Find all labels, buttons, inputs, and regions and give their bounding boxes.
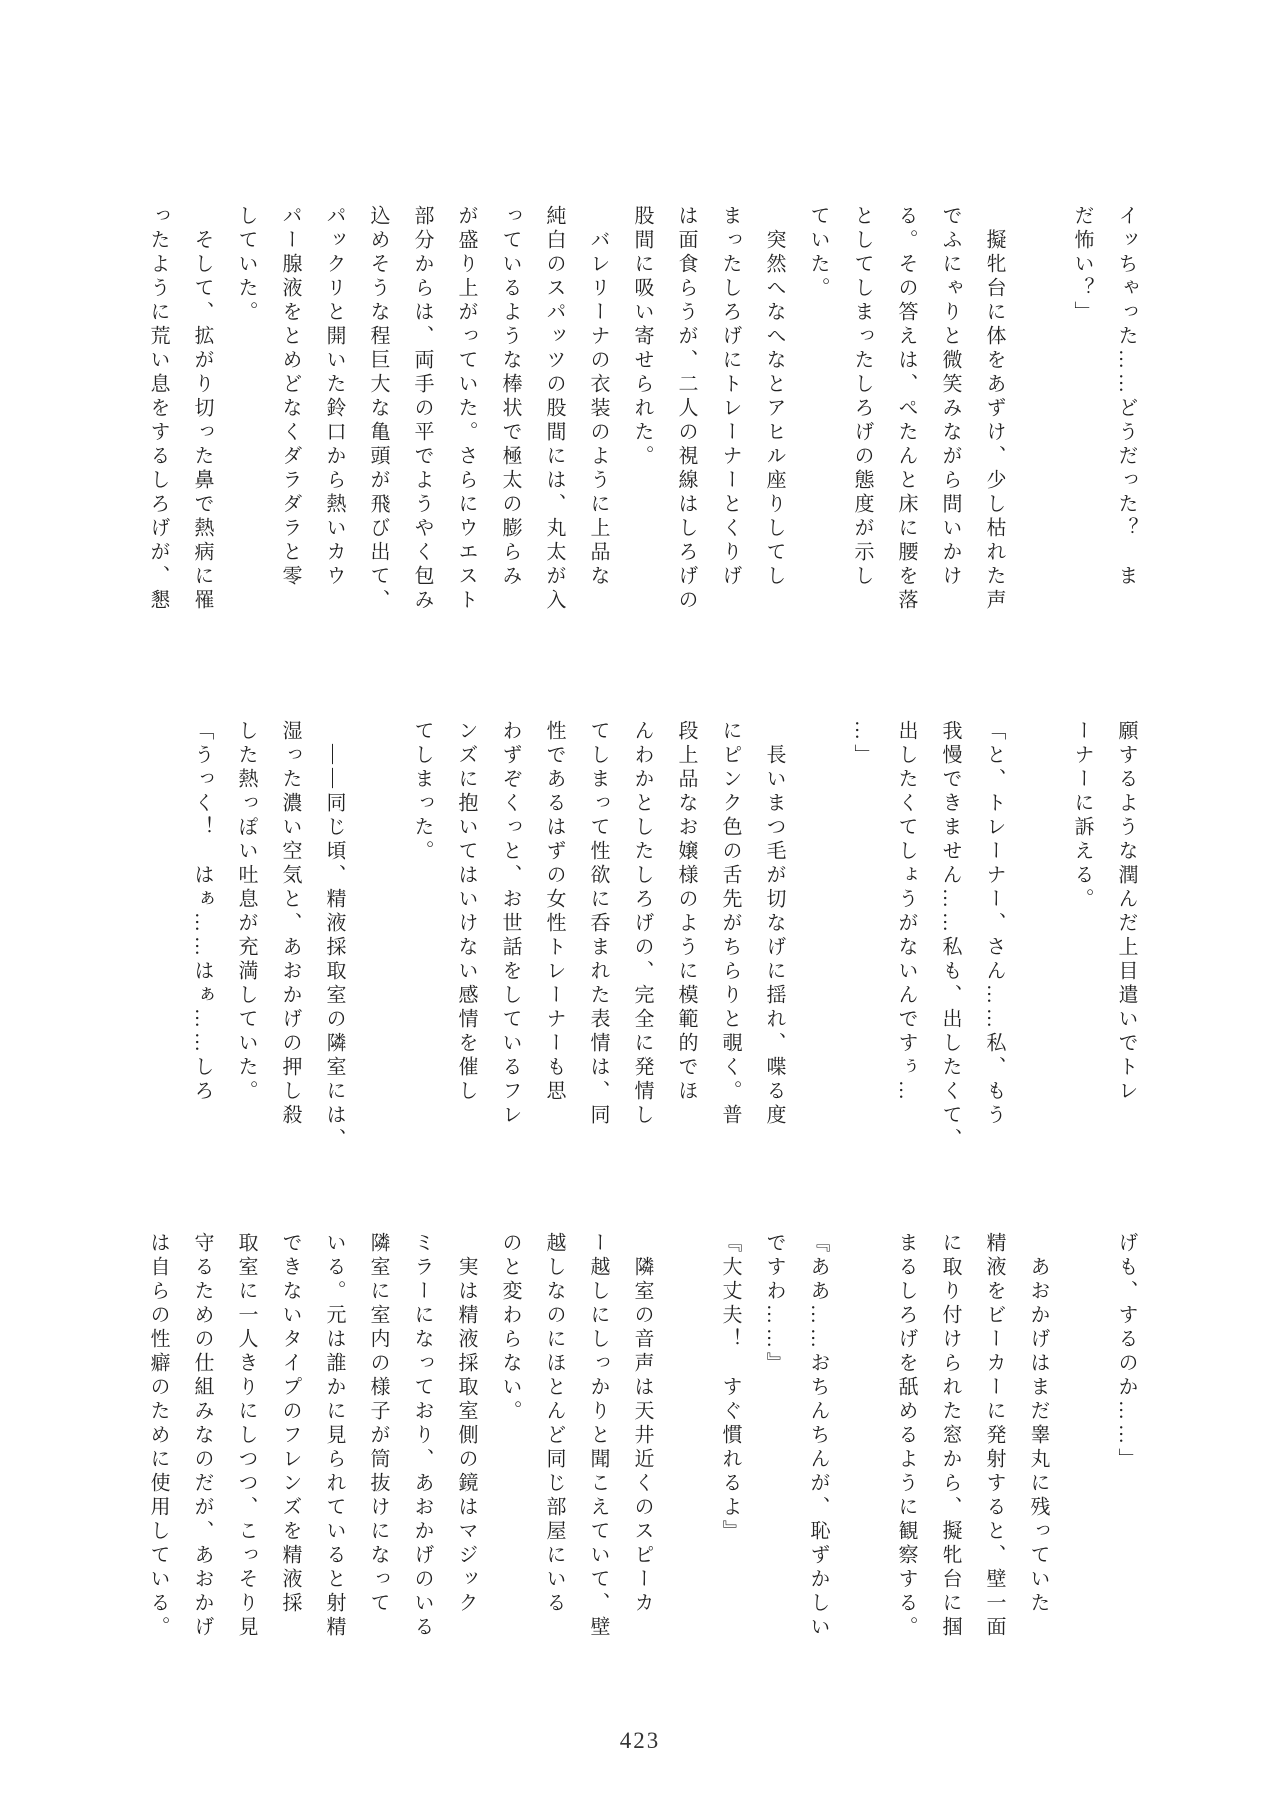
text-column: していた。 bbox=[235, 205, 257, 325]
text-column: ーナーに訴える。 bbox=[1071, 720, 1093, 912]
text-column: のと変わらない。 bbox=[499, 1232, 521, 1424]
text-column: だ怖い？」 bbox=[1071, 205, 1093, 325]
text-column: でふにゃりと微笑みながら問いかけ bbox=[939, 205, 961, 589]
text-band-bottom bbox=[136, 1232, 1148, 1644]
text-column: 隣室の音声は天井近くのスピーカ bbox=[631, 1232, 653, 1616]
text-column: げも、するのか……」 bbox=[1115, 1232, 1137, 1472]
text-column: まったしろげにトレーナーとくりげ bbox=[719, 205, 741, 589]
text-column: てしまった。 bbox=[411, 720, 433, 864]
text-column: にピンク色の舌先がちらりと覗く。普 bbox=[719, 720, 741, 1128]
text-column: できないタイプのフレンズを精液採 bbox=[279, 1232, 301, 1616]
text-column: 取室に一人きりにしつつ、こっそり見 bbox=[235, 1232, 257, 1640]
text-column: る。その答えは、ぺたんと床に腰を落 bbox=[895, 205, 917, 613]
text-column: 精液をビーカーに発射すると、壁一面 bbox=[983, 1232, 1005, 1640]
text-column: 実は精液採取室側の鏡はマジック bbox=[455, 1232, 477, 1616]
text-column: 段上品なお嬢様のように模範的でほ bbox=[675, 720, 697, 1104]
text-column: 股間に吸い寄せられた。 bbox=[631, 205, 653, 469]
blank-column bbox=[356, 720, 400, 1132]
blank-column bbox=[664, 1232, 708, 1644]
text-column: 長いまつ毛が切なげに揺れ、喋る度 bbox=[763, 720, 785, 1128]
text-column: 突然へなへなとアヒル座りしてし bbox=[763, 205, 785, 589]
text-column: に取り付けられた窓から、擬牝台に掴 bbox=[939, 1232, 961, 1640]
blank-column bbox=[1060, 1232, 1104, 1644]
text-column: 部分からは、両手の平でようやく包み bbox=[411, 205, 433, 613]
text-column: は自らの性癖のために使用している。 bbox=[147, 1232, 169, 1640]
text-column: ったように荒い息をするしろげが、懇 bbox=[147, 205, 169, 613]
text-column: あおかげはまだ睾丸に残っていた bbox=[1027, 1232, 1049, 1616]
text-column: バレリーナの衣装のように上品な bbox=[587, 205, 609, 589]
text-column: 込めそうな程巨大な亀頭が飛び出て、 bbox=[367, 205, 389, 613]
blank-column bbox=[1016, 720, 1060, 1132]
text-column: まるしろげを舐めるように観察する。 bbox=[895, 1232, 917, 1640]
text-column: ミラーになっており、あおかげのいる bbox=[411, 1232, 433, 1640]
text-column: 隣室に室内の様子が筒抜けになって bbox=[367, 1232, 389, 1616]
text-column: ――同じ頃、精液採取室の隣室には、 bbox=[323, 720, 345, 1152]
text-band-top bbox=[136, 205, 1148, 617]
text-column: いる。元は誰かに見られていると射精 bbox=[323, 1232, 345, 1640]
blank-column bbox=[1016, 205, 1060, 617]
text-column: 出したくてしょうがないんですぅ… bbox=[895, 720, 917, 1104]
text-column: …」 bbox=[851, 720, 873, 768]
text-column: 『大丈夫！ すぐ慣れるよ』 bbox=[719, 1232, 741, 1544]
text-column: 性であるはずの女性トレーナーも思 bbox=[543, 720, 565, 1104]
text-column: ていた。 bbox=[807, 205, 829, 301]
text-column: 「と、トレーナー、さん……私、もう bbox=[983, 720, 1005, 1128]
text-column: 守るための仕組みなのだが、あおかげ bbox=[191, 1232, 213, 1640]
text-column: イッちゃった……どうだった？ ま bbox=[1115, 205, 1137, 589]
text-column: んわかとしたしろげの、完全に発情し bbox=[631, 720, 653, 1128]
text-column: 『ああ……おちんちんが、恥ずかしい bbox=[807, 1232, 829, 1640]
text-column: わずぞくっと、お世話をしているフレ bbox=[499, 720, 521, 1128]
text-column: 越しなのにほとんど同じ部屋にいる bbox=[543, 1232, 565, 1616]
text-column: としてしまったしろげの態度が示し bbox=[851, 205, 873, 589]
text-column: ー越しにしっかりと聞こえていて、壁 bbox=[587, 1232, 609, 1640]
text-column: 湿った濃い空気と、あおかげの押し殺 bbox=[279, 720, 301, 1128]
blank-column bbox=[796, 720, 840, 1132]
page-number: 423 bbox=[619, 1728, 661, 1753]
text-column: した熱っぽい吐息が充満していた。 bbox=[235, 720, 257, 1104]
text-band-middle bbox=[180, 720, 1148, 1152]
text-column: 我慢できません……私も、出したくて、 bbox=[939, 720, 961, 1152]
text-column: そして、拡がり切った鼻で熱病に罹 bbox=[191, 205, 213, 613]
text-column: が盛り上がっていた。さらにウエスト bbox=[455, 205, 477, 613]
text-column: パックリと開いた鈴口から熱いカウ bbox=[323, 205, 345, 589]
text-column: ンズに抱いてはいけない感情を催し bbox=[455, 720, 477, 1104]
text-column: 純白のスパッツの股間には、丸太が入 bbox=[543, 205, 565, 613]
blank-column bbox=[840, 1232, 884, 1644]
text-column: 願するような潤んだ上目遣いでトレ bbox=[1115, 720, 1137, 1104]
text-column: 「うっく！ はぁ……はぁ……しろ bbox=[191, 720, 213, 1104]
text-column: っているような棒状で極太の膨らみ bbox=[499, 205, 521, 589]
text-column: パー腺液をとめどなくダラダラと零 bbox=[279, 205, 301, 589]
text-column: は面食らうが、二人の視線はしろげの bbox=[675, 205, 697, 613]
text-column: ですわ……』 bbox=[763, 1232, 785, 1376]
text-column: てしまって性欲に呑まれた表情は、同 bbox=[587, 720, 609, 1128]
text-column: 擬牝台に体をあずけ、少し枯れた声 bbox=[983, 205, 1005, 613]
